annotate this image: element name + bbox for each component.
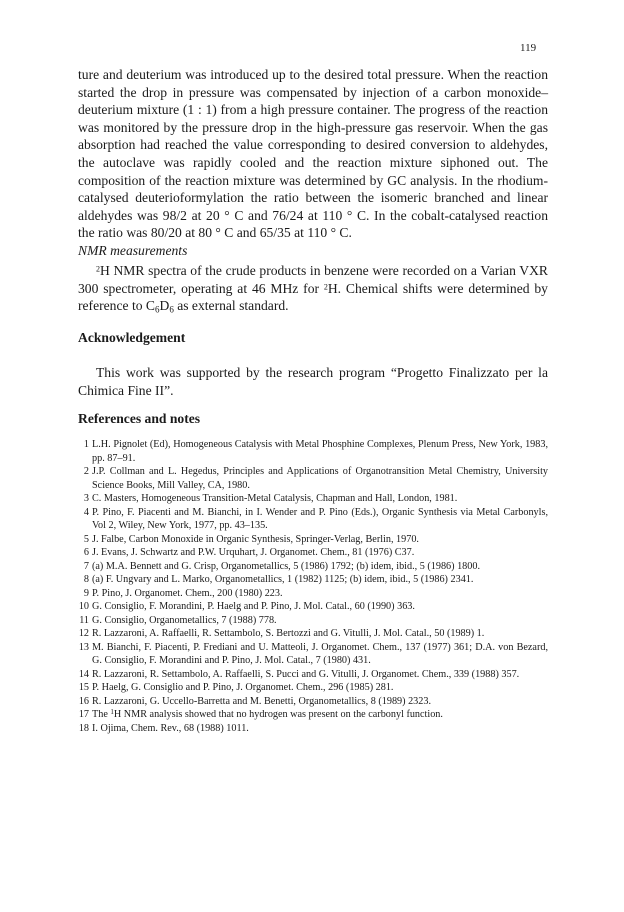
reference-number: 4: [83, 506, 89, 518]
page-number: 119: [520, 42, 537, 54]
reference-text: R. Lazzaroni, A. Raffaelli, R. Settambolo, S. Bertozzi and G. Vitulli, J. Mol. Catal., 50 (1989) 1.: [92, 628, 485, 639]
reference-text: J. Evans, J. Schwartz and P.W. Urquhart, J. Organomet. Chem., 81 (1976) C37.: [92, 547, 415, 558]
reference-number: 11: [79, 614, 89, 626]
reference-text: P. Pino, J. Organomet. Chem., 200 (1980) 223.: [92, 587, 283, 599]
references-list: [78, 438, 548, 735]
reference-item: [78, 641, 548, 668]
isotope-superscript: 2: [96, 264, 100, 274]
reference-text-prefix: The: [92, 709, 111, 720]
reference-text: G. Consiglio, F. Morandini, P. Haelg and P. Pino, J. Mol. Catal., 60 (1990) 363.: [92, 601, 415, 612]
reference-text: (a) F. Ungvary and L. Marko, Organometallics, 1 (1982) 1125; (b) idem, ibid., 5 (1986) 2341.: [92, 574, 474, 585]
reference-text: H NMR analysis showed that no hydrogen was present on the carbonyl function.: [113, 709, 443, 720]
reference-number: 9: [83, 587, 89, 599]
reference-number: 8: [83, 574, 89, 585]
reference-number: 10: [78, 601, 89, 612]
nmr-text-part: H NMR spectra of the crude products in benzene were recorded on a Varian VXR 300 spectrometer, operating at 46 MHz for: [78, 263, 548, 296]
reference-item: [78, 546, 548, 560]
reference-text: J.P. Collman and L. Hegedus, Principles and Applications of Organotransition Metal Chemistry, University Science Books, Mill Valley, CA, 1980.: [92, 466, 548, 491]
isotope-superscript: 2: [323, 282, 328, 291]
reference-text: I. Ojima, Chem. Rev., 68 (1988) 1011.: [92, 722, 249, 734]
reference-text: J. Falbe, Carbon Monoxide in Organic Synthesis, Springer-Verlag, Berlin, 1970.: [92, 533, 419, 545]
reference-number: 12: [78, 628, 89, 639]
reference-item: [78, 587, 548, 601]
reference-item: [78, 695, 548, 709]
formula-subscript: 6: [169, 304, 174, 315]
reference-number: 16: [78, 695, 89, 707]
reference-text: M. Bianchi, F. Piacenti, P. Frediani and U. Matteoli, J. Organomet. Chem., 137 (1977) 361; D.A. von Bezard, G. Consiglio, F. Morandini and P. Pino, J. Mol. Catal., 7 (1980) 431.: [92, 641, 548, 666]
reference-text: R. Lazzaroni, G. Uccello-Barretta and M. Benetti, Organometallics, 8 (1989) 2323.: [92, 695, 432, 707]
reference-item: [78, 573, 548, 587]
reference-item: [78, 681, 548, 695]
reference-item: [78, 492, 548, 506]
reference-number: 15: [78, 682, 89, 693]
reference-item: [78, 627, 548, 641]
reference-number: 18: [78, 722, 89, 734]
reference-item: [78, 722, 548, 736]
reference-item: [78, 708, 548, 722]
reference-number: 3: [83, 493, 89, 504]
reference-item: [78, 600, 548, 614]
acknowledgement-heading: Acknowledgement: [78, 330, 186, 345]
isotope-superscript: 1: [110, 707, 114, 716]
reference-number: 2: [83, 466, 89, 477]
reference-text: R. Lazzaroni, R. Settambolo, A. Raffaelli, S. Pucci and G. Vitulli, J. Organomet. Chem., 339 (1988) 357.: [92, 668, 520, 680]
reference-text: L.H. Pignolet (Ed), Homogeneous Catalysis with Metal Phosphine Complexes, Plenum Press, New York, 1983, pp. 87–91.: [92, 439, 548, 464]
reference-item: [78, 668, 548, 682]
reference-item: [78, 533, 548, 547]
acknowledgement-paragraph: This work was supported by the research program “Progetto Finalizzato per la Chimica Fine II”.: [78, 365, 548, 398]
reference-item: [78, 560, 548, 574]
nmr-text-part: D: [159, 298, 170, 314]
reference-item: [78, 465, 548, 492]
nmr-paragraph: [78, 262, 548, 315]
formula-subscript: 6: [154, 304, 160, 315]
nmr-measurements-heading: NMR measurements: [78, 243, 188, 258]
reference-text: (a) M.A. Bennett and G. Crisp, Organometallics, 5 (1986) 1792; (b) idem, ibid., 5 (1986) 1800.: [92, 560, 481, 572]
body-paragraph-continuation: ture and deuterium was introduced up to the desired total pressure. When the reaction started the drop in pressure was compensated by injection of a carbon monoxide–deuterium mixture (1 : 1) from a high pressure container. The progress of the reaction was monitored by the pressure drop in the high-pressure gas reservoir. When the gas absorption had reached the value corresponding to desired conversion to aldehydes, the autoclave was rapidly cooled and the reaction mixture siphoned out. The composition of the reaction mixture was determined by GC analysis. In the rhodium-catalysed deuterioformylation the ratio between the isomeric branched and linear aldehydes was 98/2 at 20 ° C and 76/24 at 110 ° C. In the cobalt-catalysed reaction the ratio was 80/20 at 80 ° C and 65/35 at 110 ° C.: [78, 67, 548, 241]
reference-text: G. Consiglio, Organometallics, 7 (1988) 778.: [92, 614, 277, 626]
reference-item: [78, 614, 548, 628]
reference-number: 7: [83, 560, 89, 572]
reference-number: 5: [83, 533, 89, 545]
reference-text: P. Pino, F. Piacenti and M. Bianchi, in I. Wender and P. Pino (Eds.), Organic Synthesis via Metal Carbonyls, Vol 2, Wiley, New York, 1977, pp. 43–135.: [92, 506, 548, 531]
reference-item: [78, 438, 548, 465]
references-heading: References and notes: [78, 411, 201, 426]
reference-text: C. Masters, Homogeneous Transition-Metal Catalysis, Chapman and Hall, London, 1981.: [92, 493, 458, 504]
nmr-text-part: H. Chemical shifts were determined by reference to C: [78, 280, 548, 314]
reference-number: 14: [78, 668, 89, 680]
reference-number: 6: [83, 547, 89, 558]
reference-number: 13: [78, 641, 89, 653]
reference-text: P. Haelg, G. Consiglio and P. Pino, J. Organomet. Chem., 296 (1985) 281.: [92, 682, 394, 693]
reference-item: [78, 506, 548, 533]
reference-number: 17: [78, 709, 89, 720]
reference-number: 1: [83, 439, 89, 450]
nmr-text-part: as external standard.: [173, 298, 289, 314]
